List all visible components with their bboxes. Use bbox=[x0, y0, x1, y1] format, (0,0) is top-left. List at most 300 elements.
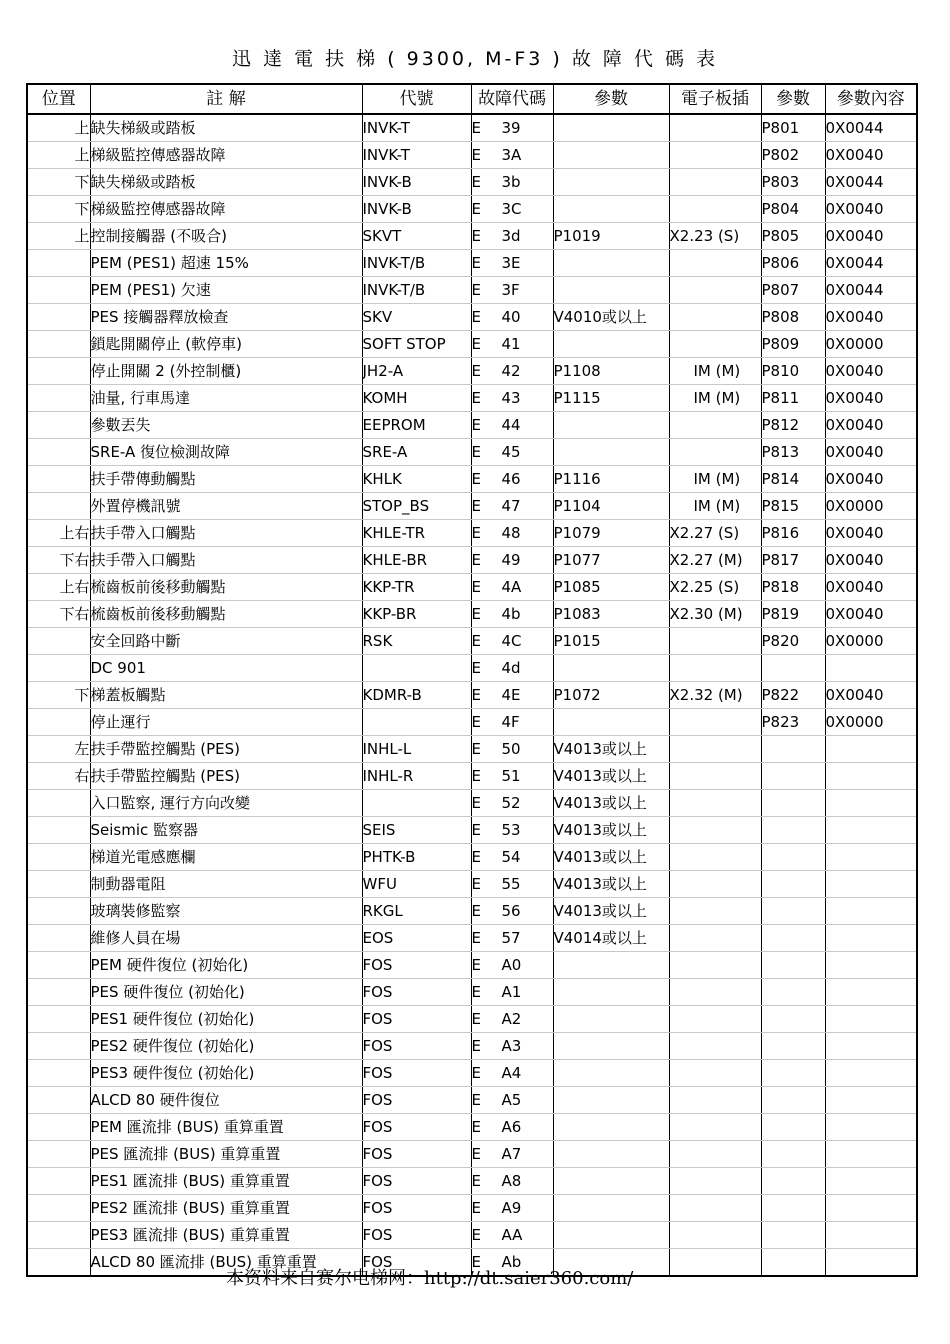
cell-parameter bbox=[553, 169, 669, 196]
cell-code: PHTK-B bbox=[362, 844, 471, 871]
cell-description: PES2 硬件復位 (初始化) bbox=[90, 1033, 362, 1060]
cell-code: SOFT STOP bbox=[362, 331, 471, 358]
cell-parameter bbox=[553, 1168, 669, 1195]
fault-number: 52 bbox=[501, 794, 521, 812]
cell-position bbox=[27, 1114, 90, 1141]
cell-fault-code bbox=[471, 196, 553, 223]
fault-prefix: E bbox=[471, 200, 481, 218]
cell-position bbox=[27, 385, 90, 412]
cell-parameter-value bbox=[825, 844, 917, 871]
cell-fault-code bbox=[471, 169, 553, 196]
cell-description: PES1 匯流排 (BUS) 重算重置 bbox=[90, 1168, 362, 1195]
cell-parameter-number bbox=[761, 952, 825, 979]
cell-position: 上 bbox=[27, 142, 90, 169]
cell-code: INVK-T bbox=[362, 114, 471, 142]
cell-fault-code bbox=[471, 439, 553, 466]
cell-description: 梳齒板前後移動觸點 bbox=[90, 574, 362, 601]
cell-position: 左 bbox=[27, 736, 90, 763]
cell-parameter: P1015 bbox=[553, 628, 669, 655]
cell-position bbox=[27, 493, 90, 520]
fault-prefix: E bbox=[471, 848, 481, 866]
table-row bbox=[27, 493, 917, 520]
cell-plug bbox=[669, 817, 761, 844]
cell-parameter bbox=[553, 1087, 669, 1114]
cell-fault-code bbox=[471, 358, 553, 385]
cell-parameter-number: P807 bbox=[761, 277, 825, 304]
cell-code: SKV bbox=[362, 304, 471, 331]
cell-parameter: V4013或以上 bbox=[553, 817, 669, 844]
cell-description: ALCD 80 硬件復位 bbox=[90, 1087, 362, 1114]
header-position: 位置 bbox=[27, 84, 90, 114]
cell-fault-code bbox=[471, 1195, 553, 1222]
cell-code: FOS bbox=[362, 1087, 471, 1114]
cell-parameter-number bbox=[761, 1060, 825, 1087]
fault-prefix: E bbox=[471, 308, 481, 326]
cell-parameter-value bbox=[825, 952, 917, 979]
cell-description: 玻璃裝修監察 bbox=[90, 898, 362, 925]
fault-number: 51 bbox=[501, 767, 521, 785]
table-row bbox=[27, 601, 917, 628]
cell-parameter bbox=[553, 1060, 669, 1087]
fault-number: A6 bbox=[501, 1118, 522, 1136]
cell-fault-code bbox=[471, 817, 553, 844]
cell-fault-code bbox=[471, 844, 553, 871]
cell-position bbox=[27, 952, 90, 979]
cell-code: INVK-T bbox=[362, 142, 471, 169]
header-parameter-value: 參數內容 bbox=[825, 84, 917, 114]
cell-parameter-number bbox=[761, 1006, 825, 1033]
fault-number: 54 bbox=[501, 848, 521, 866]
cell-parameter-value: 0X0040 bbox=[825, 223, 917, 250]
cell-parameter-value bbox=[825, 790, 917, 817]
fault-prefix: E bbox=[471, 686, 481, 704]
cell-plug bbox=[669, 790, 761, 817]
cell-parameter-value bbox=[825, 1249, 917, 1277]
cell-position bbox=[27, 439, 90, 466]
cell-plug bbox=[669, 952, 761, 979]
cell-plug bbox=[669, 898, 761, 925]
cell-parameter-value bbox=[825, 817, 917, 844]
table-row bbox=[27, 655, 917, 682]
fault-number: 45 bbox=[501, 443, 521, 461]
cell-code: INVK-T/B bbox=[362, 277, 471, 304]
cell-parameter: V4013或以上 bbox=[553, 871, 669, 898]
fault-number: 4b bbox=[501, 605, 521, 623]
fault-prefix: E bbox=[471, 713, 481, 731]
cell-parameter: P1077 bbox=[553, 547, 669, 574]
cell-plug: IM (M) bbox=[669, 385, 761, 412]
cell-parameter bbox=[553, 1006, 669, 1033]
cell-description: 停止運行 bbox=[90, 709, 362, 736]
cell-fault-code bbox=[471, 763, 553, 790]
cell-code: KKP-BR bbox=[362, 601, 471, 628]
cell-description: 鎖匙開關停止 (軟停車) bbox=[90, 331, 362, 358]
cell-parameter bbox=[553, 1222, 669, 1249]
cell-plug: IM (M) bbox=[669, 466, 761, 493]
cell-parameter-value bbox=[825, 1087, 917, 1114]
table-row bbox=[27, 466, 917, 493]
cell-fault-code bbox=[471, 736, 553, 763]
cell-code: SEIS bbox=[362, 817, 471, 844]
cell-parameter bbox=[553, 114, 669, 142]
cell-parameter: P1104 bbox=[553, 493, 669, 520]
cell-parameter: P1019 bbox=[553, 223, 669, 250]
table-row bbox=[27, 412, 917, 439]
cell-position bbox=[27, 1006, 90, 1033]
cell-parameter-value: 0X0040 bbox=[825, 412, 917, 439]
cell-parameter-number bbox=[761, 979, 825, 1006]
cell-fault-code bbox=[471, 1060, 553, 1087]
cell-code: WFU bbox=[362, 871, 471, 898]
cell-parameter-value: 0X0040 bbox=[825, 196, 917, 223]
table-row bbox=[27, 790, 917, 817]
cell-position bbox=[27, 466, 90, 493]
cell-description: 安全回路中斷 bbox=[90, 628, 362, 655]
cell-position bbox=[27, 277, 90, 304]
cell-parameter: P1072 bbox=[553, 682, 669, 709]
cell-parameter-number bbox=[761, 1222, 825, 1249]
table-row bbox=[27, 520, 917, 547]
cell-position bbox=[27, 1222, 90, 1249]
fault-prefix: E bbox=[471, 740, 481, 758]
fault-number: A7 bbox=[501, 1145, 522, 1163]
table-row bbox=[27, 1222, 917, 1249]
cell-parameter-number: P823 bbox=[761, 709, 825, 736]
cell-parameter-value bbox=[825, 736, 917, 763]
cell-parameter-number: P812 bbox=[761, 412, 825, 439]
cell-parameter: P1085 bbox=[553, 574, 669, 601]
cell-description: 油量, 行車馬達 bbox=[90, 385, 362, 412]
cell-plug: X2.27 (M) bbox=[669, 547, 761, 574]
cell-position: 上 bbox=[27, 223, 90, 250]
cell-parameter bbox=[553, 952, 669, 979]
cell-parameter-number: P816 bbox=[761, 520, 825, 547]
cell-parameter-value: 0X0000 bbox=[825, 493, 917, 520]
cell-position bbox=[27, 1060, 90, 1087]
cell-parameter-number bbox=[761, 1249, 825, 1277]
fault-prefix: E bbox=[471, 902, 481, 920]
cell-description: ALCD 80 匯流排 (BUS) 重算重置 bbox=[90, 1249, 362, 1277]
cell-description: 制動器電阻 bbox=[90, 871, 362, 898]
cell-fault-code bbox=[471, 574, 553, 601]
table-row bbox=[27, 304, 917, 331]
cell-parameter-number: P820 bbox=[761, 628, 825, 655]
cell-parameter: P1116 bbox=[553, 466, 669, 493]
cell-parameter-number bbox=[761, 925, 825, 952]
header-description: 註 解 bbox=[90, 84, 362, 114]
cell-plug bbox=[669, 1033, 761, 1060]
cell-plug: IM (M) bbox=[669, 493, 761, 520]
cell-code: FOS bbox=[362, 1060, 471, 1087]
cell-parameter: V4013或以上 bbox=[553, 736, 669, 763]
cell-code: INHL-R bbox=[362, 763, 471, 790]
cell-description: 梯道光電感應欄 bbox=[90, 844, 362, 871]
cell-parameter-value bbox=[825, 1006, 917, 1033]
cell-parameter-number bbox=[761, 871, 825, 898]
header-parameter: 參數 bbox=[553, 84, 669, 114]
fault-number: 3d bbox=[501, 227, 521, 245]
cell-description: 維修人員在場 bbox=[90, 925, 362, 952]
cell-position bbox=[27, 1249, 90, 1277]
cell-description: PES2 匯流排 (BUS) 重算重置 bbox=[90, 1195, 362, 1222]
table-row bbox=[27, 709, 917, 736]
cell-position bbox=[27, 1168, 90, 1195]
cell-code: KKP-TR bbox=[362, 574, 471, 601]
cell-code: JH2-A bbox=[362, 358, 471, 385]
cell-parameter-value: 0X0040 bbox=[825, 385, 917, 412]
cell-plug bbox=[669, 1222, 761, 1249]
fault-number: 3C bbox=[501, 200, 522, 218]
fault-number: 49 bbox=[501, 551, 521, 569]
header-row bbox=[27, 84, 917, 114]
cell-code bbox=[362, 709, 471, 736]
cell-position: 上右 bbox=[27, 520, 90, 547]
fault-number: 48 bbox=[501, 524, 521, 542]
cell-plug bbox=[669, 1141, 761, 1168]
table-row bbox=[27, 763, 917, 790]
cell-plug bbox=[669, 1060, 761, 1087]
fault-prefix: E bbox=[471, 794, 481, 812]
fault-number: A3 bbox=[501, 1037, 522, 1055]
cell-parameter-number: P804 bbox=[761, 196, 825, 223]
cell-plug bbox=[669, 1249, 761, 1277]
cell-description: 扶手帶入口觸點 bbox=[90, 520, 362, 547]
cell-code: FOS bbox=[362, 1114, 471, 1141]
cell-parameter-value: 0X0044 bbox=[825, 250, 917, 277]
cell-parameter bbox=[553, 142, 669, 169]
table-row bbox=[27, 1114, 917, 1141]
fault-prefix: E bbox=[471, 551, 481, 569]
cell-description: 扶手帶監控觸點 (PES) bbox=[90, 736, 362, 763]
cell-fault-code bbox=[471, 466, 553, 493]
cell-plug: X2.30 (M) bbox=[669, 601, 761, 628]
cell-parameter bbox=[553, 1033, 669, 1060]
cell-description: 梯蓋板觸點 bbox=[90, 682, 362, 709]
fault-prefix: E bbox=[471, 254, 481, 272]
cell-parameter-number bbox=[761, 736, 825, 763]
fault-number: 55 bbox=[501, 875, 521, 893]
cell-code: FOS bbox=[362, 979, 471, 1006]
cell-parameter-value: 0X0040 bbox=[825, 682, 917, 709]
cell-code: SKVT bbox=[362, 223, 471, 250]
cell-fault-code bbox=[471, 655, 553, 682]
cell-fault-code bbox=[471, 790, 553, 817]
cell-plug bbox=[669, 250, 761, 277]
fault-number: 3F bbox=[501, 281, 520, 299]
fault-number: A9 bbox=[501, 1199, 522, 1217]
cell-code: FOS bbox=[362, 1195, 471, 1222]
table-row bbox=[27, 439, 917, 466]
cell-plug bbox=[669, 763, 761, 790]
cell-parameter-number bbox=[761, 655, 825, 682]
cell-description: 梳齒板前後移動觸點 bbox=[90, 601, 362, 628]
cell-description: PEM (PES1) 超速 15% bbox=[90, 250, 362, 277]
fault-prefix: E bbox=[471, 1118, 481, 1136]
fault-prefix: E bbox=[471, 605, 481, 623]
cell-plug bbox=[669, 412, 761, 439]
table-row bbox=[27, 1060, 917, 1087]
cell-code: FOS bbox=[362, 952, 471, 979]
table-row bbox=[27, 142, 917, 169]
table-row bbox=[27, 1006, 917, 1033]
cell-parameter-number bbox=[761, 1168, 825, 1195]
cell-plug bbox=[669, 1114, 761, 1141]
cell-parameter: V4010或以上 bbox=[553, 304, 669, 331]
table-row bbox=[27, 574, 917, 601]
cell-parameter-number: P803 bbox=[761, 169, 825, 196]
fault-number: 39 bbox=[501, 119, 521, 137]
fault-number: 50 bbox=[501, 740, 521, 758]
table-row bbox=[27, 169, 917, 196]
fault-code-table bbox=[26, 83, 918, 1277]
cell-description: 扶手帶傳動觸點 bbox=[90, 466, 362, 493]
cell-parameter-number: P819 bbox=[761, 601, 825, 628]
cell-code: EOS bbox=[362, 925, 471, 952]
cell-parameter bbox=[553, 331, 669, 358]
cell-parameter bbox=[553, 196, 669, 223]
cell-parameter-value: 0X0040 bbox=[825, 304, 917, 331]
cell-fault-code bbox=[471, 871, 553, 898]
fault-prefix: E bbox=[471, 497, 481, 515]
fault-prefix: E bbox=[471, 227, 481, 245]
cell-fault-code bbox=[471, 925, 553, 952]
cell-parameter-value bbox=[825, 655, 917, 682]
cell-description: Seismic 監察器 bbox=[90, 817, 362, 844]
cell-code: FOS bbox=[362, 1141, 471, 1168]
cell-plug bbox=[669, 114, 761, 142]
cell-parameter-number bbox=[761, 1087, 825, 1114]
header-parameter-number: 參數 bbox=[761, 84, 825, 114]
cell-position bbox=[27, 790, 90, 817]
cell-description: PEM 硬件復位 (初始化) bbox=[90, 952, 362, 979]
fault-prefix: E bbox=[471, 1172, 481, 1190]
cell-position bbox=[27, 1087, 90, 1114]
cell-fault-code bbox=[471, 952, 553, 979]
cell-parameter bbox=[553, 1114, 669, 1141]
cell-plug bbox=[669, 1087, 761, 1114]
cell-description: 控制接觸器 (不吸合) bbox=[90, 223, 362, 250]
cell-position: 下右 bbox=[27, 547, 90, 574]
cell-parameter bbox=[553, 277, 669, 304]
cell-parameter-number bbox=[761, 1114, 825, 1141]
table-row bbox=[27, 547, 917, 574]
cell-position bbox=[27, 250, 90, 277]
cell-parameter-value: 0X0044 bbox=[825, 114, 917, 142]
cell-code: EEPROM bbox=[362, 412, 471, 439]
fault-prefix: E bbox=[471, 1253, 481, 1271]
fault-prefix: E bbox=[471, 1226, 481, 1244]
cell-parameter bbox=[553, 1195, 669, 1222]
fault-number: 43 bbox=[501, 389, 521, 407]
cell-parameter-number: P822 bbox=[761, 682, 825, 709]
fault-prefix: E bbox=[471, 335, 481, 353]
table-row bbox=[27, 358, 917, 385]
cell-description: 扶手帶入口觸點 bbox=[90, 547, 362, 574]
cell-code: STOP_BS bbox=[362, 493, 471, 520]
cell-description: PEM 匯流排 (BUS) 重算重置 bbox=[90, 1114, 362, 1141]
cell-parameter-number bbox=[761, 898, 825, 925]
cell-parameter-number: P809 bbox=[761, 331, 825, 358]
cell-plug bbox=[669, 1006, 761, 1033]
cell-parameter-number bbox=[761, 1033, 825, 1060]
header-code: 代號 bbox=[362, 84, 471, 114]
cell-parameter-value: 0X0040 bbox=[825, 439, 917, 466]
cell-parameter-number: P806 bbox=[761, 250, 825, 277]
cell-code: KOMH bbox=[362, 385, 471, 412]
cell-fault-code bbox=[471, 114, 553, 142]
cell-parameter-value bbox=[825, 979, 917, 1006]
cell-code: INVK-T/B bbox=[362, 250, 471, 277]
cell-position bbox=[27, 925, 90, 952]
cell-description: 停止開關 2 (外控制櫃) bbox=[90, 358, 362, 385]
fault-number: A1 bbox=[501, 983, 522, 1001]
cell-plug bbox=[669, 304, 761, 331]
table-row bbox=[27, 979, 917, 1006]
header-plug: 電子板插 bbox=[669, 84, 761, 114]
cell-parameter-value: 0X0000 bbox=[825, 628, 917, 655]
fault-number: 41 bbox=[501, 335, 521, 353]
cell-plug bbox=[669, 709, 761, 736]
fault-number: AA bbox=[501, 1226, 523, 1244]
fault-prefix: E bbox=[471, 875, 481, 893]
table-row bbox=[27, 736, 917, 763]
fault-number: 4E bbox=[501, 686, 521, 704]
cell-code: KDMR-B bbox=[362, 682, 471, 709]
cell-parameter-value: 0X0000 bbox=[825, 709, 917, 736]
fault-number: Ab bbox=[501, 1253, 522, 1271]
cell-code: KHLK bbox=[362, 466, 471, 493]
table-row bbox=[27, 385, 917, 412]
cell-position: 下 bbox=[27, 169, 90, 196]
cell-fault-code bbox=[471, 1006, 553, 1033]
cell-parameter-number: P808 bbox=[761, 304, 825, 331]
fault-prefix: E bbox=[471, 1010, 481, 1028]
cell-parameter-value bbox=[825, 1141, 917, 1168]
cell-position: 上 bbox=[27, 114, 90, 142]
cell-parameter-value bbox=[825, 1222, 917, 1249]
cell-parameter bbox=[553, 250, 669, 277]
table-row bbox=[27, 628, 917, 655]
fault-number: 46 bbox=[501, 470, 521, 488]
cell-description: PES3 硬件復位 (初始化) bbox=[90, 1060, 362, 1087]
cell-position: 下右 bbox=[27, 601, 90, 628]
cell-parameter bbox=[553, 439, 669, 466]
table-row bbox=[27, 925, 917, 952]
fault-number: 56 bbox=[501, 902, 521, 920]
cell-parameter bbox=[553, 979, 669, 1006]
cell-plug bbox=[669, 196, 761, 223]
fault-number: 3A bbox=[501, 146, 522, 164]
fault-number: 44 bbox=[501, 416, 521, 434]
table-row bbox=[27, 817, 917, 844]
cell-description: 外置停機訊號 bbox=[90, 493, 362, 520]
cell-parameter-number: P813 bbox=[761, 439, 825, 466]
fault-prefix: E bbox=[471, 1064, 481, 1082]
cell-fault-code bbox=[471, 709, 553, 736]
cell-fault-code bbox=[471, 385, 553, 412]
cell-code: INVK-B bbox=[362, 169, 471, 196]
cell-parameter-value: 0X0040 bbox=[825, 547, 917, 574]
cell-fault-code bbox=[471, 898, 553, 925]
cell-parameter-number bbox=[761, 790, 825, 817]
cell-description: PES3 匯流排 (BUS) 重算重置 bbox=[90, 1222, 362, 1249]
cell-fault-code bbox=[471, 547, 553, 574]
cell-parameter-value: 0X0000 bbox=[825, 331, 917, 358]
table-row bbox=[27, 277, 917, 304]
fault-number: 4F bbox=[501, 713, 520, 731]
cell-plug: X2.25 (S) bbox=[669, 574, 761, 601]
cell-parameter-number bbox=[761, 844, 825, 871]
